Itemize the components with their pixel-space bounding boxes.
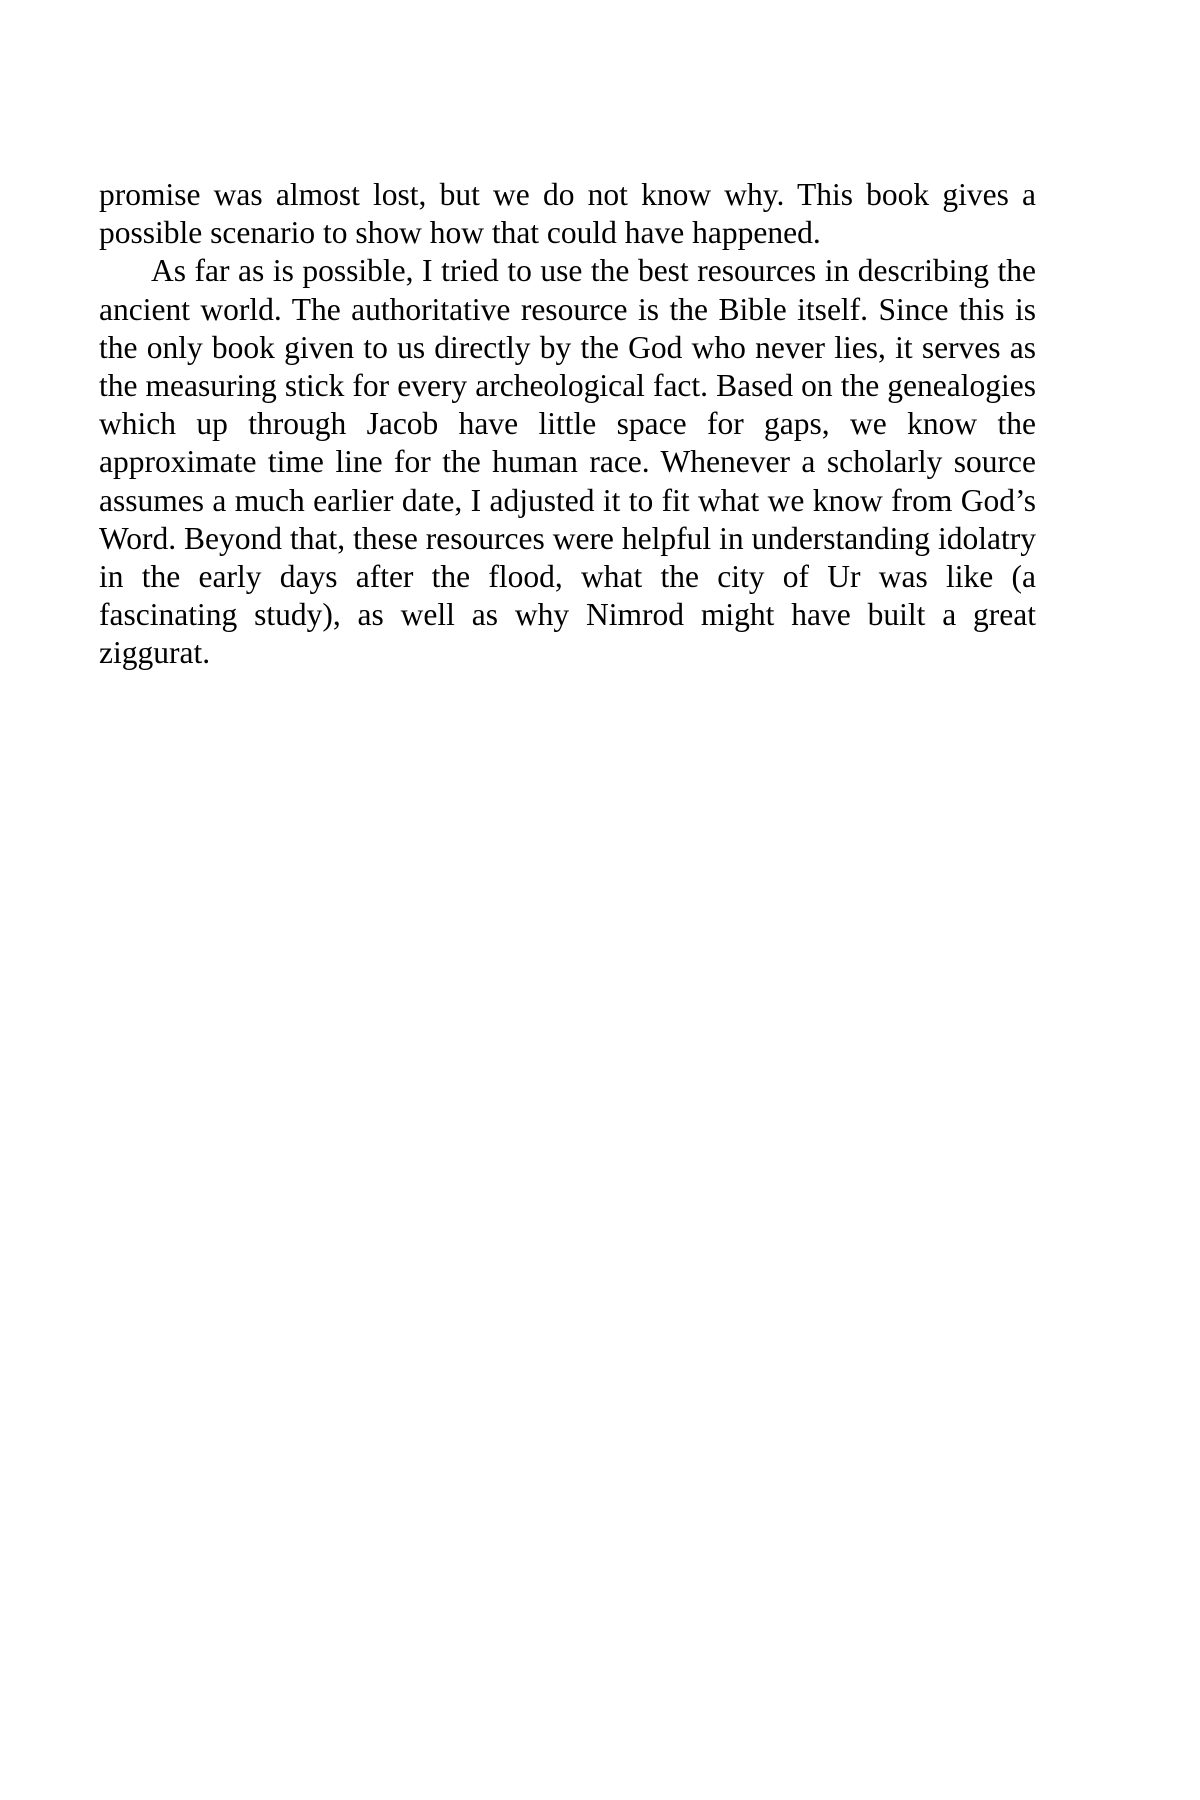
paragraph-continuation: promise was almost lost, but we do not know why. This book gives a possible scenario to show how that could have happened. bbox=[99, 177, 1036, 251]
body-text bbox=[99, 176, 1036, 673]
paragraph-resources: As far as is possible, I tried to use the best resources in describing the ancient world. The authoritative resource is the Bible itself. Since this is the only book given to us directly by the God who never lies, it serves as the measuring stick for every archeological fact. Based on the genealogies which up through Jacob have little space for gaps, we know the approximate time line for the human race. Whenever a scholarly source assumes a much earlier date, I adjusted it to fit what we know from God’s Word. Beyond that, these resources were helpful in understanding idolatry in the early days after the flood, what the city of Ur was like (a fascinating study), as well as why Nimrod might have built a great ziggurat. bbox=[99, 253, 1036, 671]
